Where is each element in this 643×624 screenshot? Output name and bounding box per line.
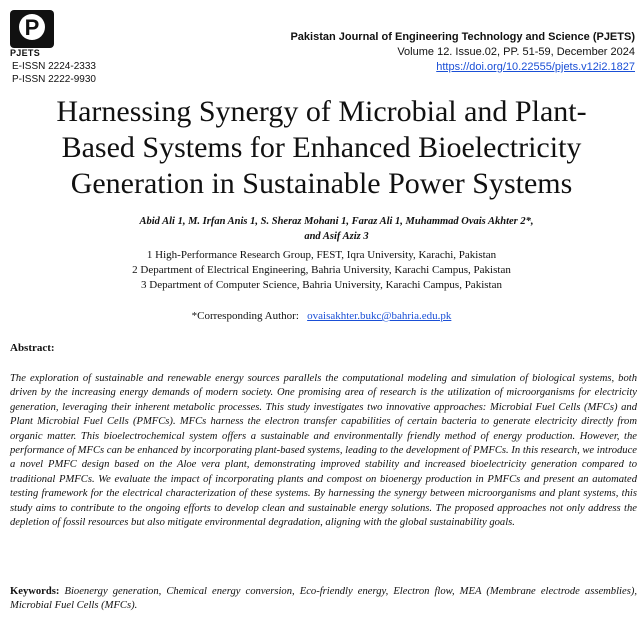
corresponding-email-link[interactable]: ovaisakhter.bukc@bahria.edu.pk <box>307 310 452 322</box>
affiliation: 1 High-Performance Research Group, FEST, Iqra University, Karachi, Pakistan <box>146 249 497 261</box>
corresponding-author <box>10 310 633 322</box>
pissn: P-ISSN 2222-9930 <box>12 74 96 85</box>
affiliation: 3 Department of Computer Science, Bahria University, Karachi Campus, Pakistan <box>141 279 502 291</box>
title-line: Based Systems for Enhanced Bioelectricity <box>61 131 582 164</box>
authors-line: Abid Ali 1, M. Irfan Anis 1, S. Sheraz Mohani 1, Faraz Ali 1, Muhammad Ovais Akhter 2*, <box>139 216 534 227</box>
logo-letter: P <box>24 15 40 40</box>
doi-link[interactable]: https://doi.org/10.22555/pjets.v12i2.1827 <box>436 61 635 73</box>
abstract-text: The exploration of sustainable and renewable energy sources parallels the computational modeling and simulation of biological systems, both driven by the increasing energy demands of modern society. One promising area of research is the utilization of microorganisms for electricity generation, leveraging their inherent metabolic processes. This study investigates two innovative approaches: Microbial Fuel Cells (MFCs) and Plant Microbial Fuel Cells (PMFCs). MFCs harness the electron transfer capabilities of certain bacteria to generate electricity directly from organic matter. This bioelectrochemical system offers a sustainable and environmentally friendly method of energy production. However, the performance of MFCs can be enhanced by incorporating plant-based systems, leading to the development of PMFCs. In this research, we introduce a novel PMFC design based on the Aloe vera plant, demonstrating improved stability and increased bioelectricity generation compared to traditional PMFCs. We evaluate the impact of incorporating plants and compost on bioenergy production in PMFCs and present an automated testing framework for the electrical characterization of these systems. By harnessing the synergy between microorganisms and plant systems, this study aims to contribute to the ongoing efforts to develop clean and sustainable energy solutions. The proposed approaches not only address the depletion of fossil resources but also mitigate environmental degradation, aligning with the global sustainability goals. <box>10 373 637 529</box>
corresponding-label: *Corresponding Author: <box>191 310 299 322</box>
journal-info <box>290 30 635 75</box>
affiliation: 2 Department of Electrical Engineering, Bahria University, Karachi Campus, Pakistan <box>132 264 511 276</box>
title-line: Generation in Sustainable Power Systems <box>70 167 573 200</box>
keywords-label: Keywords: <box>10 586 60 597</box>
paper-title <box>10 94 633 202</box>
abstract-heading: Abstract: <box>10 342 55 354</box>
authors-line: and Asif Aziz 3 <box>304 231 369 242</box>
affiliations <box>40 248 603 293</box>
logo-text: PJETS <box>10 48 41 58</box>
issn-block <box>12 60 96 86</box>
title-line: Harnessing Synergy of Microbial and Plant- <box>56 95 587 128</box>
eissn: E-ISSN 2224-2333 <box>12 61 96 72</box>
authors <box>70 214 603 244</box>
volume-line: Volume 12. Issue.02, PP. 51-59, December 2024 <box>397 46 635 58</box>
keywords-text: Bioenergy generation, Chemical energy conversion, Eco-friendly energy, Electron flow, MEA (Membrane electrode assemblies), Microbial Fuel Cells (MFCs). <box>10 586 637 612</box>
journal-name: Pakistan Journal of Engineering Technology and Science (PJETS) <box>290 31 635 43</box>
keywords <box>10 585 637 614</box>
